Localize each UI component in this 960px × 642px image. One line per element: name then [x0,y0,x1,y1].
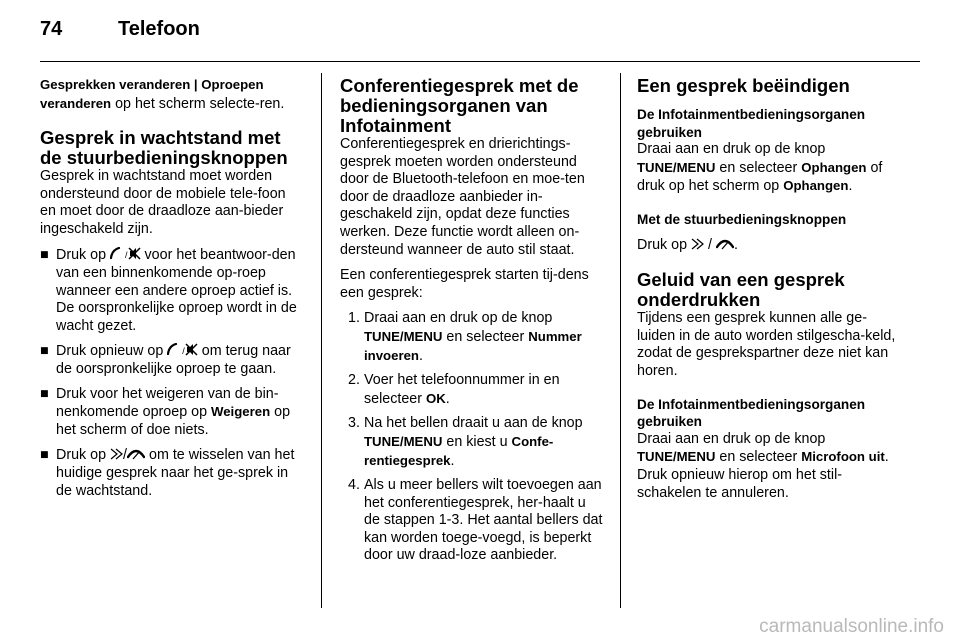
body-text: en selecteer [715,159,802,176]
bullet-text: Druk opnieuw op [56,342,168,359]
page-title: Telefoon [118,18,200,40]
column-divider-1 [321,73,322,608]
body-text: of druk op het scherm op [637,159,883,195]
icon-separator: / [182,345,185,356]
phone-answer-icon [167,343,182,362]
mute-paragraph: Tijdens een gesprek kunnen alle ge-luiden in de auto worden stilgescha-keld, zodat de gesprekspartner deze niet kan horen. [637,310,896,379]
hangup-icon [127,448,145,466]
phone-answer-icon [110,247,125,266]
header-rule [40,61,920,62]
conference-start-paragraph: Een conferentiegesprek starten tij-dens een gesprek: [340,267,589,301]
step-text: Draai aan en druk op de knop [364,310,553,327]
reject-label: Weigeren [211,404,271,420]
next-icon [691,238,704,256]
knob-label: TUNE/MENU [364,328,443,344]
step-number: 4. [348,477,360,494]
step-text: Als u meer bellers wilt toevoegen aan het conferentiegesprek, her-haalt u de stappen 1-3. Het aantal bellers dat kan worden toege-voegd, is beperkt door uw draad-loze aanbieder. [364,477,603,564]
heading-mute-call: Geluid van een gesprek onderdrukken [637,269,845,311]
watermark: carmanualsonline.info [759,616,944,637]
bullet-text: om terug naar de oorspronkelijke oproep te gaan. [56,342,291,378]
subheading-steering-controls: Met de stuurbedieningsknoppen [637,211,847,227]
menu-label: Microfoon uit [801,449,885,465]
bullet-icon: ■ [40,385,49,402]
icon-separator: / [123,446,128,463]
list-item [340,310,604,365]
body-text: Draai aan en druk op de knop [637,141,826,158]
subheading-infotainment: De Infotainmentbedieningsorganen gebruiken [637,107,866,140]
conference-steps [340,310,604,565]
body-text: / [704,236,716,253]
body-text: . [733,236,738,253]
steering-paragraph [637,237,903,256]
body-text: Draai aan en druk op de knop [637,430,826,447]
step-text: Voer het telefoonnummer in en selecteer [364,372,560,407]
knob-label: TUNE/MENU [637,449,716,465]
heading-hold-call: Gesprek in wachtstand met de stuurbedieningsknoppen [40,127,288,169]
heading-end-call: Een gesprek beëindigen [637,75,850,96]
column-1 [40,76,304,507]
mute-icon [185,343,198,362]
bullet-text: voor het beantwoor-den van een binnenkomende op-roep wanneer een andere oproep actief is. De oorspronkelijke oproep wordt in de wacht gezet. [56,246,297,334]
intro-bold-menu: Gesprekken veranderen | Oproepen veranderen [40,77,264,111]
menu-label: OK [425,390,446,406]
hangup-icon [716,238,734,256]
bullet-icon: ■ [40,446,49,463]
column-divider-2 [620,73,621,608]
step-text: . [445,390,450,407]
menu-label: Ophangen [801,159,867,175]
body-text: Druk op [637,236,692,253]
bullet-text: Druk voor het weigeren van de bin-nenkomende oproep op [56,385,279,421]
step-number: 1. [348,310,360,327]
heading-conference-call: Conferentiegesprek met de bedieningsorganen van Infotainment [340,75,579,136]
page-number: 74 [40,18,63,40]
menu-label: Ophangen [783,178,849,194]
list-item [340,372,604,408]
mute-steps-paragraph [637,431,903,502]
hold-bullet-list [40,247,304,501]
bullet-icon: ■ [40,342,49,359]
body-text: . Druk opnieuw hierop om het stil-schakelen te annuleren. [637,449,889,501]
hold-paragraph: Gesprek in wachtstand moet worden ondersteund door de mobiele tele-foon en moet door de draadloze aan-bieder ingeschakeld zijn. [40,168,286,237]
intro-text: op het scherm selecte-ren. [111,95,285,112]
conference-paragraph: Conferentiegesprek en drierichtings-gesprek moeten worden ondersteund door de Bluetooth-telefoon en moe-ten door de draadloze aanbieder in-geschakeld zijn, opdat deze functies werken. Deze functie wordt alleen on-dersteund wanneer de auto stil staat. [340,136,585,258]
list-item [340,477,604,565]
knob-label: TUNE/MENU [637,159,716,175]
icon-separator: / [125,249,128,260]
menu-label: Confe-rentiegesprek [364,433,554,468]
list-item [40,343,304,379]
menu-label: Nummer invoeren [364,328,582,363]
body-text: . [848,178,853,195]
bullet-text: om te wisselen van het huidige gesprek naar het ge-sprek in de wachtstand. [56,446,295,499]
mute-icon [128,247,141,266]
subheading-infotainment: De Infotainmentbedieningsorganen gebruiken [637,396,866,430]
step-text: en kiest u [442,433,512,450]
bullet-text: Druk op [56,246,111,263]
step-number: 2. [348,372,360,389]
page-header [40,18,920,48]
step-text: Na het bellen draait u aan de knop [364,415,583,432]
knob-label: TUNE/MENU [364,433,443,449]
column-2 [340,76,604,572]
list-item [40,247,304,336]
bullet-text: op het scherm of doe niets. [56,404,291,438]
step-text: . [418,347,423,364]
next-icon [110,448,123,466]
bullet-icon: ■ [40,246,49,263]
list-item [40,386,304,440]
column-3 [637,76,903,502]
body-text: en selecteer [715,449,802,466]
list-item [340,415,604,470]
intro-paragraph [40,76,304,113]
step-text: . [450,452,455,469]
list-item [40,447,304,501]
end-call-paragraph [637,141,903,196]
step-text: en selecteer [442,328,529,345]
bullet-text: Druk op [56,446,111,463]
step-number: 3. [348,415,360,432]
